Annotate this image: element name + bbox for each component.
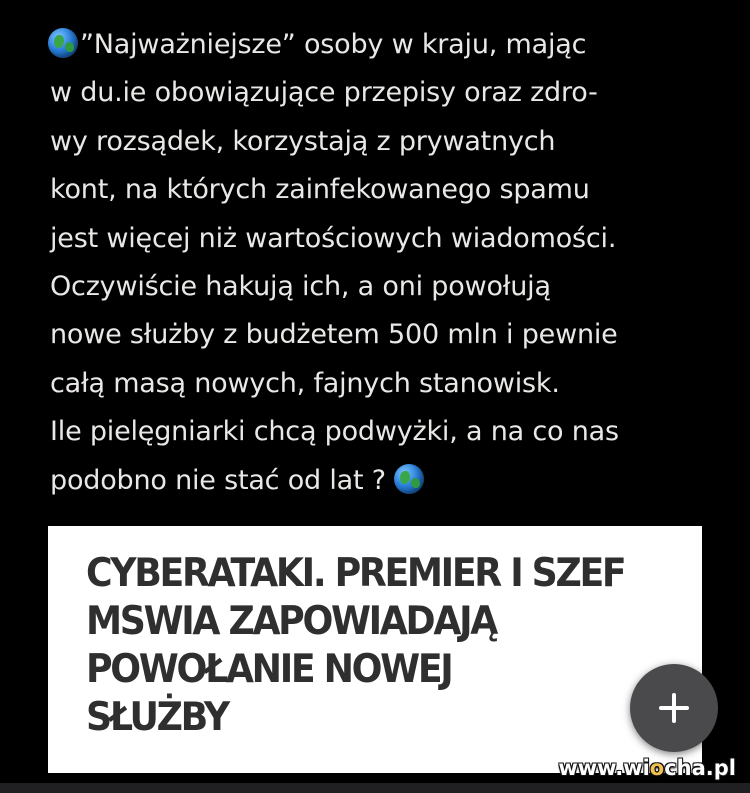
headline-line: SŁUŻBY: [86, 695, 228, 740]
post-line: w du.ie obowiązujące przepisy oraz zdro-: [50, 77, 598, 109]
globe-icon: [394, 464, 424, 494]
headline-line: CYBERATAKI. PREMIER I SZEF: [86, 551, 625, 596]
headline-line: POWOŁANIE NOWEJ: [86, 647, 452, 692]
post-line: ”Najważniejsze” osoby w kraju, mając: [50, 21, 730, 69]
post-line: całą masą nowych, fajnych stanowisk.: [50, 367, 560, 399]
add-button[interactable]: [630, 664, 718, 752]
post-text: [50, 21, 730, 505]
post-line: wy rozsądek, korzystają z prywatnych: [50, 125, 556, 157]
post-line: podobno nie stać od lat ?: [50, 457, 730, 505]
plus-icon: [659, 693, 689, 723]
article-card[interactable]: [48, 526, 702, 773]
post-line: nowe służby z budżetem 500 mln i pewnie: [50, 319, 618, 351]
article-headline: [86, 550, 644, 742]
post-line: Oczywiście hakują ich, a oni powołują: [50, 271, 551, 303]
bottom-bar: [0, 783, 750, 793]
globe-icon: [48, 28, 78, 58]
post-line: kont, na których zainfekowanego spamu: [50, 174, 590, 206]
headline-line: MSWIA ZAPOWIADAJĄ: [86, 599, 496, 644]
post-line: Ile pielęgniarki chcą podwyżki, a na co nas: [50, 416, 619, 448]
watermark: www.wiocha.pl: [558, 756, 736, 780]
post-line: jest więcej niż wartościowych wiadomości.: [50, 222, 617, 254]
